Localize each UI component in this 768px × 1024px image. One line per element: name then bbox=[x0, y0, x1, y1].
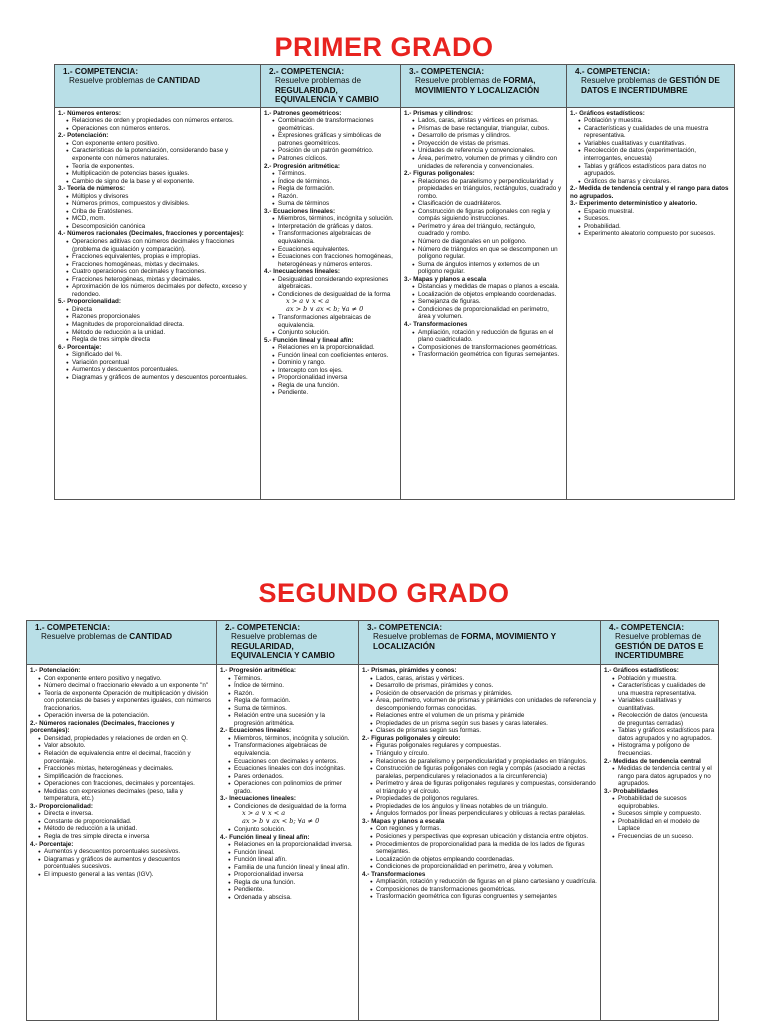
list-item: ● Diagramas y gráficos de aumentos y descuentos porcentuales. bbox=[72, 374, 257, 382]
topic-heading: 2.- Medidas de tendencia central bbox=[604, 757, 701, 765]
list-item: ● Pendiente. bbox=[234, 886, 355, 894]
topic-list bbox=[58, 117, 257, 132]
list-item: ● Operación inversa de la potenciación. bbox=[44, 712, 213, 720]
competencia-text bbox=[69, 76, 256, 85]
topic-list bbox=[264, 276, 397, 299]
list-item: ● Espacio muestral. bbox=[584, 208, 731, 216]
topic-list bbox=[604, 795, 715, 840]
topic-heading: 4.- Transformaciones bbox=[362, 870, 426, 878]
topic-heading: 3.- Ecuaciones lineales: bbox=[264, 207, 336, 215]
list-item: ● Razón. bbox=[278, 193, 397, 201]
competencia-number: 3.- COMPETENCIA: bbox=[409, 67, 485, 76]
list-item: ● Regla de una función. bbox=[234, 879, 355, 887]
list-item: ● Números primos, compuestos y divisibles. bbox=[72, 200, 257, 208]
math-expression: x > a ∨ x < a bbox=[242, 809, 286, 818]
list-item: ● Proyección de vistas de prismas. bbox=[418, 140, 563, 148]
topic-heading: 5.- Proporcionalidad: bbox=[58, 298, 121, 306]
math-expression: ax > b ∨ ax < b; ∀a ≠ 0 bbox=[242, 817, 320, 826]
grade-title-segundo: SEGUNDO GRADO bbox=[258, 578, 510, 608]
list-item: ● Variables cualitativas y cuantitativas. bbox=[584, 140, 731, 148]
topic-heading: 2.- Números racionales (Decimales, fracciones y porcentajes): bbox=[30, 719, 175, 735]
competencia-name: CANTIDAD bbox=[157, 76, 201, 86]
list-item: ● Constante de proporcionalidad. bbox=[44, 818, 213, 826]
competencia-prefix: Resuelve problemas de bbox=[275, 76, 362, 86]
math-expression: x > a ∨ x < a bbox=[286, 297, 330, 306]
list-item: ● Medidas de tendencia central y el rango para datos agrupados y no agrupados. bbox=[618, 765, 715, 788]
list-item: ● Suma de términos. bbox=[234, 705, 355, 713]
competencia-prefix: Resuelve problemas de bbox=[415, 76, 504, 86]
list-item: ● Fracciones equivalentes, propias e impropias. bbox=[72, 253, 257, 261]
topic-heading: 2.- Figuras poligonales: bbox=[404, 170, 475, 178]
list-item: ● El impuesto general a las ventas (IGV). bbox=[44, 871, 213, 879]
list-item: ● Condiciones de proporcionalidad en perímetro, área y volumen. bbox=[418, 306, 563, 321]
topic-list bbox=[58, 140, 257, 185]
competencia-name: GESTIÓN DE DATOS E INCERTIDUMBRE bbox=[615, 641, 704, 661]
list-item: ● Simplificación de fracciones. bbox=[44, 773, 213, 781]
topic-heading: 3.- Experimento determinístico y aleatorio. bbox=[570, 200, 698, 208]
topic-heading: 4.- Porcentaje: bbox=[30, 840, 74, 848]
list-item: ● Probabilidad de sucesos equiprobables. bbox=[618, 795, 715, 810]
competencia-header bbox=[359, 621, 601, 665]
list-item: ● Sucesos. bbox=[584, 215, 731, 223]
list-item: ● Múltiplos y divisores bbox=[72, 193, 257, 201]
list-item: ● Ampliación, rotación y reducción de figuras en el plano cartesiano y cuadrícula. bbox=[376, 878, 597, 886]
list-item: ● Miembros, términos, incógnita y solución. bbox=[278, 215, 397, 223]
competencia-number: 4.- COMPETENCIA: bbox=[575, 67, 651, 76]
list-item: ● Índice de término. bbox=[234, 682, 355, 690]
list-item: ● Desarrollo de prismas, pirámides y conos. bbox=[376, 682, 597, 690]
topic-list bbox=[404, 283, 563, 321]
competencia-prefix: Resuelve problemas de bbox=[615, 632, 702, 642]
list-item: ● Características de la potenciación, considerando base y exponente con números naturales. bbox=[72, 147, 257, 162]
list-item: ● Desarrollo de prismas y cilindros. bbox=[418, 132, 563, 140]
list-item: ● Desigualdad considerando expresiones algebraicas. bbox=[278, 276, 397, 291]
list-item: ● Ecuaciones con fracciones homogéneas, heterogéneas y números enteros. bbox=[278, 253, 397, 268]
competencia-header bbox=[217, 621, 359, 665]
topic-heading: 2.- Potenciación: bbox=[58, 132, 109, 140]
competencia-number: 4.- COMPETENCIA: bbox=[609, 623, 685, 632]
list-item: ● Índice de términos. bbox=[278, 178, 397, 186]
list-item: ● Aumentos y descuentos porcentuales sucesivos. bbox=[44, 848, 213, 856]
competencia-header bbox=[401, 65, 567, 108]
topic-list bbox=[58, 351, 257, 381]
list-item: ● Directa e inversa. bbox=[44, 810, 213, 818]
list-item: ● Diagramas y gráficos de aumentos y descuentos porcentuales sucesivos. bbox=[44, 856, 213, 871]
list-item: ● Criba de Eratóstenes. bbox=[72, 208, 257, 216]
list-item: ● Población y muestra. bbox=[618, 675, 715, 683]
list-item: ● Con exponente entero positivo y negativo. bbox=[44, 675, 213, 683]
topic-heading: 2.- Ecuaciones lineales: bbox=[220, 727, 292, 735]
list-item: ● Localización de objetos empleando coordenadas. bbox=[418, 291, 563, 299]
list-item: ● Medidas con expresiones decimales (peso, talla y temperatura, etc.) bbox=[44, 788, 213, 803]
competencia-number: 1.- COMPETENCIA: bbox=[63, 67, 139, 76]
list-item: ● Localización de objetos empleando coordenadas. bbox=[376, 856, 597, 864]
competencia-name: GESTIÓN DE DATOS E INCERTIDUMBRE bbox=[581, 76, 720, 95]
competencia-name: FORMA, MOVIMIENTO Y LOCALIZACIÓN bbox=[415, 76, 540, 95]
topic-heading: 2.- Progresión aritmética: bbox=[264, 162, 340, 170]
list-item: ● Histograma y polígono de frecuencias. bbox=[618, 742, 715, 757]
topic-list bbox=[58, 306, 257, 344]
topic-list bbox=[404, 178, 563, 276]
list-item: ● Trasformación geométrica con figuras congruentes y semejantes bbox=[376, 893, 597, 901]
list-item: ● Procedimientos de proporcionalidad para la medida de los lados de figuras semejantes. bbox=[376, 841, 597, 856]
list-item: ● Relación de equivalencia entre el decimal, fracción y porcentaje. bbox=[44, 750, 213, 765]
list-item: ● Propiedades de un prisma según sus bases y caras laterales. bbox=[376, 720, 597, 728]
topic-heading: 4.- Números racionales (Decimales, fracciones y porcentajes): bbox=[58, 230, 244, 238]
topic-list bbox=[264, 170, 397, 208]
list-item: ● Términos. bbox=[278, 170, 397, 178]
list-item: ● Condiciones de proporcionalidad en perímetro, área y volumen. bbox=[376, 863, 597, 871]
list-item: ● Relaciones de orden y propiedades con números enteros. bbox=[72, 117, 257, 125]
list-item: ● Teoría de exponente Operación de multiplicación y división con potencias de bases y exponentes iguales, con números fraccionarios. bbox=[44, 690, 213, 713]
list-item: ● Regla de tres simple directa e inversa bbox=[44, 833, 213, 841]
topic-list bbox=[362, 825, 597, 870]
topic-list bbox=[362, 742, 597, 817]
list-item: ● Prismas de base rectangular, triangular, cubos. bbox=[418, 125, 563, 133]
competencia-header bbox=[261, 65, 401, 108]
topic-list bbox=[362, 675, 597, 735]
list-item: ● Propiedades de polígonos regulares. bbox=[376, 795, 597, 803]
topic-heading: 1.- Patrones geométricos: bbox=[264, 109, 342, 117]
list-item: ● Triángulo y círculo. bbox=[376, 750, 597, 758]
competencia-content-cell bbox=[401, 107, 567, 499]
list-item: ● Operaciones con números enteros. bbox=[72, 125, 257, 133]
competencia-number: 1.- COMPETENCIA: bbox=[35, 623, 111, 632]
topic-heading: 1.- Progresión aritmética: bbox=[220, 667, 296, 674]
topic-heading: 1.- Prismas, pirámides y conos: bbox=[362, 667, 457, 674]
competencia-content-cell bbox=[567, 107, 735, 499]
list-item: ● Método de reducción a la unidad. bbox=[44, 825, 213, 833]
list-item: ● Probabilidad en el modelo de Laplace bbox=[618, 818, 715, 833]
topic-list bbox=[264, 344, 397, 397]
list-item: ● Función lineal con coeficientes enteros. bbox=[278, 352, 397, 360]
list-item: ● Unidades de referencia y convencionales. bbox=[418, 147, 563, 155]
topic-heading: 4.- Transformaciones bbox=[404, 321, 468, 328]
competencia-header bbox=[27, 621, 217, 665]
list-item: ● Clases de prismas según sus formas. bbox=[376, 727, 597, 735]
list-item: ● Frecuencias de un suceso. bbox=[618, 833, 715, 841]
topic-heading: 1.- Gráficos estadísticos: bbox=[570, 109, 645, 117]
list-item: ● Regla de formación. bbox=[278, 185, 397, 193]
list-item: ● Pendiente. bbox=[278, 389, 397, 397]
list-item: ● Ángulos formados por líneas perpendiculares y oblicuas a rectas paralelas. bbox=[376, 810, 597, 818]
list-item: ● Tablas y gráficos estadísticos para datos no agrupados. bbox=[584, 163, 731, 178]
topic-heading: 3.- Probabilidades bbox=[604, 787, 659, 795]
list-item: ● Expresiones gráficas y simbólicas de patrones geométricos. bbox=[278, 132, 397, 147]
competencia-text bbox=[415, 76, 562, 95]
topic-list bbox=[30, 675, 213, 720]
list-item: ● Transformaciones algebraicas de equivalencia. bbox=[278, 314, 397, 329]
list-item: ● Sucesos simple y compuesto. bbox=[618, 810, 715, 818]
list-item: ● Características y cualidades de una muestra representativa. bbox=[584, 125, 731, 140]
topic-heading: 6.- Porcentaje: bbox=[58, 343, 102, 351]
list-item: ● Miembros, términos, incógnita y solución. bbox=[234, 735, 355, 743]
list-item: ● Regla de formación. bbox=[234, 697, 355, 705]
list-item: ● Conjunto solución. bbox=[234, 826, 355, 834]
list-item: ● Pares ordenados. bbox=[234, 773, 355, 781]
list-item: ● Operaciones aditivas con números decimales y fracciones (problema de igualación y comparación). bbox=[72, 238, 257, 253]
list-item: ● Número de triángulos en que se descomponen un polígono regular. bbox=[418, 246, 563, 261]
list-item: ● Número de diagonales en un polígono. bbox=[418, 238, 563, 246]
list-item: ● Regla de tres simple directa bbox=[72, 336, 257, 344]
list-item: ● Experimento aleatorio compuesto por sucesos. bbox=[584, 230, 731, 238]
list-item: ● Relación entre una sucesión y la progresión aritmética. bbox=[234, 712, 355, 727]
list-item: ● Razones proporcionales bbox=[72, 313, 257, 321]
list-item: ● Suma de ángulos internos y externos de un polígono regular. bbox=[418, 261, 563, 276]
topic-list bbox=[220, 675, 355, 728]
list-item: ● Perímetro y área del triángulo, rectángulo, cuadrado y rombo. bbox=[418, 223, 563, 238]
list-item: ● Ecuaciones equivalentes. bbox=[278, 246, 397, 254]
topic-heading: 5.- Función lineal y lineal afín: bbox=[264, 336, 354, 344]
list-item: ● Propiedades de los ángulos y líneas notables de un triángulo. bbox=[376, 803, 597, 811]
list-item: ● Patrones cíclicos. bbox=[278, 155, 397, 163]
competencia-prefix: Resuelve problemas de bbox=[231, 632, 318, 642]
competencia-prefix: Resuelve problemas de bbox=[581, 76, 670, 86]
list-item: ● Número decimal o fraccionario elevado a un exponente "n" bbox=[44, 682, 213, 690]
competencia-content-cell bbox=[359, 665, 601, 1021]
topic-list bbox=[604, 765, 715, 788]
competencia-content-cell bbox=[217, 665, 359, 1021]
topic-list bbox=[264, 117, 397, 162]
competencia-name: CANTIDAD bbox=[129, 632, 173, 642]
list-item: ● Combinación de transformaciones geométricas. bbox=[278, 117, 397, 132]
list-item: ● Distancias y medidas de mapas o planos a escala. bbox=[418, 283, 563, 291]
list-item: ● Área, perímetro, volumen de prismas y pirámides con unidades de referencia y descomponiendo formas conocidas. bbox=[376, 697, 597, 712]
topic-heading: 3.- Mapas y planos a escala bbox=[362, 817, 445, 825]
competencia-text bbox=[41, 632, 212, 641]
list-item: ● Variación porcentual bbox=[72, 359, 257, 367]
list-item: ● Cambio de signo de la base y el exponente. bbox=[72, 178, 257, 186]
list-item: ● Suma de términos bbox=[278, 200, 397, 208]
list-item: ● Conjunto solución. bbox=[278, 329, 397, 337]
topic-list bbox=[58, 238, 257, 298]
list-item: ● Composiciones de transformaciones geométricas. bbox=[418, 344, 563, 352]
topic-heading: 3.- Mapas y planos a escala bbox=[404, 275, 487, 283]
list-item: ● Condiciones de desigualdad de la forma bbox=[234, 803, 355, 811]
list-item: ● Tablas y gráficos estadísticos para datos agrupados y no agrupados. bbox=[618, 727, 715, 742]
topic-list bbox=[58, 193, 257, 231]
topic-list bbox=[30, 810, 213, 840]
list-item: ● Relaciones de paralelismo y perpendicularidad y propiedades en triángulos. bbox=[376, 758, 597, 766]
list-item: ● Posiciones y perspectivas que expresan ubicación y distancia entre objetos. bbox=[376, 833, 597, 841]
list-item: ● Condiciones de desigualdad de la forma bbox=[278, 291, 397, 299]
list-item: ● Fracciones heterogéneas, mixtas y decimales. bbox=[72, 276, 257, 284]
list-item: ● Operaciones con fracciones, decimales y porcentajes. bbox=[44, 780, 213, 788]
topic-list bbox=[362, 878, 597, 901]
list-item: ● Ecuaciones lineales con dos incógnitas. bbox=[234, 765, 355, 773]
list-item: ● Teoría de exponentes. bbox=[72, 163, 257, 171]
topic-list bbox=[404, 329, 563, 359]
list-item: ● Valor absoluto. bbox=[44, 742, 213, 750]
list-item: ● Características y cualidades de una muestra representativa. bbox=[618, 682, 715, 697]
competencia-text bbox=[373, 632, 596, 651]
competencia-number: 2.- COMPETENCIA: bbox=[225, 623, 301, 632]
list-item: ● Fracciones mixtas, heterogéneas y decimales. bbox=[44, 765, 213, 773]
list-item: ● Aproximación de los números decimales por defecto, exceso y redondeo. bbox=[72, 283, 257, 298]
list-item: ● Con regiones y formas. bbox=[376, 825, 597, 833]
list-item: ● Trasformación geométrica con figuras semejantes. bbox=[418, 351, 563, 359]
topic-list bbox=[220, 826, 355, 834]
competencia-name: FORMA, MOVIMIENTO Y LOCALIZACIÓN bbox=[373, 632, 556, 651]
list-item: ● Fracciones homogéneas, mixtas y decimales. bbox=[72, 261, 257, 269]
competencia-number: 2.- COMPETENCIA: bbox=[269, 67, 345, 76]
list-item: ● Relaciones entre el volumen de un prisma y pirámide bbox=[376, 712, 597, 720]
list-item: ● Proporcionalidad inversa bbox=[278, 374, 397, 382]
grade-title-primer: PRIMER GRADO bbox=[274, 32, 494, 62]
topic-list bbox=[264, 314, 397, 337]
list-item: ● Posición de observación de prismas y pirámides. bbox=[376, 690, 597, 698]
list-item: ● Relaciones en la proporcionalidad. bbox=[278, 344, 397, 352]
list-item: ● Intercepto con los ejes. bbox=[278, 367, 397, 375]
list-item: ● Transformaciones algebraicas de equivalencia. bbox=[234, 742, 355, 757]
topic-heading: 1.- Prismas y cilindros: bbox=[404, 109, 473, 117]
list-item: ● Recolección de datos (encuesta de preguntas cerradas) bbox=[618, 712, 715, 727]
competencia-name: REGULARIDAD, EQUIVALENCIA Y CAMBIO bbox=[275, 85, 379, 105]
topic-list bbox=[404, 117, 563, 170]
competencia-header bbox=[55, 65, 261, 108]
topic-heading: 3.- Teoría de números: bbox=[58, 185, 126, 193]
topic-list bbox=[264, 215, 397, 268]
topic-heading: 4.- Función lineal y lineal afín: bbox=[220, 833, 310, 841]
list-item: ● Significado del %. bbox=[72, 351, 257, 359]
list-item: ● Ampliación, rotación y reducción de figuras en el plano cuadriculado. bbox=[418, 329, 563, 344]
list-item: ● Recolección de datos (experimentación, interrogantes, encuesta) bbox=[584, 147, 731, 162]
list-item: ● Aumentos y descuentos porcentuales. bbox=[72, 366, 257, 374]
competencia-text bbox=[275, 76, 396, 104]
topic-list bbox=[570, 117, 731, 185]
list-item: ● Función lineal afín. bbox=[234, 856, 355, 864]
topic-heading: 2.- Figuras poligonales y círculo: bbox=[362, 734, 461, 742]
list-item: ● Ordenada y abscisa. bbox=[234, 894, 355, 902]
list-item: ● Relaciones en la proporcionalidad inversa. bbox=[234, 841, 355, 849]
list-item: ● Razón. bbox=[234, 690, 355, 698]
topic-heading: 1.- Números enteros: bbox=[58, 109, 121, 117]
list-item: ● Perímetro y área de figuras poligonales regulares y compuestas, considerando el triángulo y el círculo. bbox=[376, 780, 597, 795]
list-item: ● Área, perímetro, volumen de primas y cilindro con unidades de referencia y convencionales. bbox=[418, 155, 563, 170]
competencia-content-cell bbox=[601, 665, 719, 1021]
list-item: ● Dominio y rango. bbox=[278, 359, 397, 367]
list-item: ● Construcción de figuras poligonales con regla y compás (asociado a rectas paralelas, perpendiculares y relacionados a la circunferencia) bbox=[376, 765, 597, 780]
list-item: ● Términos. bbox=[234, 675, 355, 683]
list-item: ● Interpretación de gráficas y datos. bbox=[278, 223, 397, 231]
list-item: ● Población y muestra. bbox=[584, 117, 731, 125]
topic-heading: 1.- Potenciación: bbox=[30, 667, 81, 674]
list-item: ● Lados, caras, aristas y vértices. bbox=[376, 675, 597, 683]
list-item: ● Variables cualitativas y cuantitativas. bbox=[618, 697, 715, 712]
list-item: ● Proporcionalidad inversa bbox=[234, 871, 355, 879]
list-item: ● Cuatro operaciones con decimales y fracciones. bbox=[72, 268, 257, 276]
topic-heading: 2.- Medida de tendencia central y el rango para datos no agrupados. bbox=[570, 185, 729, 200]
list-item: ● Función lineal. bbox=[234, 849, 355, 857]
competencia-prefix: Resuelve problemas de bbox=[69, 76, 158, 86]
grade-table-segundo bbox=[26, 620, 719, 1021]
competencia-prefix: Resuelve problemas de bbox=[373, 632, 462, 642]
list-item: ● Densidad, propiedades y relaciones de orden en Q. bbox=[44, 735, 213, 743]
topic-heading: 3.- Inecuaciones lineales: bbox=[220, 795, 296, 803]
list-item: ● Magnitudes de proporcionalidad directa. bbox=[72, 321, 257, 329]
competencia-text bbox=[231, 632, 354, 660]
topic-list bbox=[220, 841, 355, 901]
topic-list bbox=[220, 803, 355, 811]
topic-list bbox=[220, 735, 355, 795]
list-item: ● Descomposición canónica bbox=[72, 223, 257, 231]
list-item: ● Familia de una función lineal y lineal afín. bbox=[234, 864, 355, 872]
list-item: ● Figuras poligonales regulares y compuestas. bbox=[376, 742, 597, 750]
list-item: ● Posición de un patrón geométrico. bbox=[278, 147, 397, 155]
competencia-text bbox=[615, 632, 714, 660]
topic-list bbox=[604, 675, 715, 758]
competencia-content-cell bbox=[55, 107, 261, 499]
list-item: ● Probabilidad. bbox=[584, 223, 731, 231]
math-expression: ax > b ∨ ax < b; ∀a ≠ 0 bbox=[286, 305, 364, 314]
list-item: ● Regla de una función. bbox=[278, 382, 397, 390]
topic-heading: 1.- Gráficos estadísticos: bbox=[604, 667, 679, 674]
competencia-name: REGULARIDAD, EQUIVALENCIA Y CAMBIO bbox=[231, 641, 335, 661]
list-item: ● Transformaciones algebraicas de equivalencia. bbox=[278, 230, 397, 245]
competencia-content-cell bbox=[27, 665, 217, 1021]
list-item: ● Composiciones de transformaciones geométricas. bbox=[376, 886, 597, 894]
topic-list bbox=[30, 848, 213, 878]
list-item: ● Gráficos de barras y circulares. bbox=[584, 178, 731, 186]
list-item: ● Operaciones con polinomios de primer grado. bbox=[234, 780, 355, 795]
list-item: ● Construcción de figuras poligonales con regla y compás siguiendo instrucciones. bbox=[418, 208, 563, 223]
list-item: ● MCD, mcm. bbox=[72, 215, 257, 223]
list-item: ● Multiplicación de potencias bases iguales. bbox=[72, 170, 257, 178]
list-item: ● Lados, caras, aristas y vértices en prismas. bbox=[418, 117, 563, 125]
list-item: ● Directa bbox=[72, 306, 257, 314]
grade-table-primer bbox=[54, 64, 735, 500]
list-item: ● Semejanza de figuras. bbox=[418, 298, 563, 306]
competencia-prefix: Resuelve problemas de bbox=[41, 632, 130, 642]
topic-heading: 4.- Inecuaciones lineales: bbox=[264, 268, 340, 276]
list-item: ● Ecuaciones con decimales y enteros. bbox=[234, 758, 355, 766]
competencia-content-cell bbox=[261, 107, 401, 499]
list-item: ● Clasificación de cuadriláteros. bbox=[418, 200, 563, 208]
topic-list bbox=[30, 735, 213, 803]
competencia-number: 3.- COMPETENCIA: bbox=[367, 623, 443, 632]
list-item: ● Con exponente entero positivo. bbox=[72, 140, 257, 148]
competencia-header bbox=[601, 621, 719, 665]
competencia-text bbox=[581, 76, 730, 95]
topic-heading: 3.- Proporcionalidad: bbox=[30, 802, 93, 810]
competencia-header bbox=[567, 65, 735, 108]
list-item: ● Relaciones de paralelismo y perpendicularidad y propiedades en triángulos, rectángulos, cuadrado y rombo. bbox=[418, 178, 563, 201]
topic-list bbox=[570, 208, 731, 238]
list-item: ● Método de reducción a la unidad. bbox=[72, 329, 257, 337]
